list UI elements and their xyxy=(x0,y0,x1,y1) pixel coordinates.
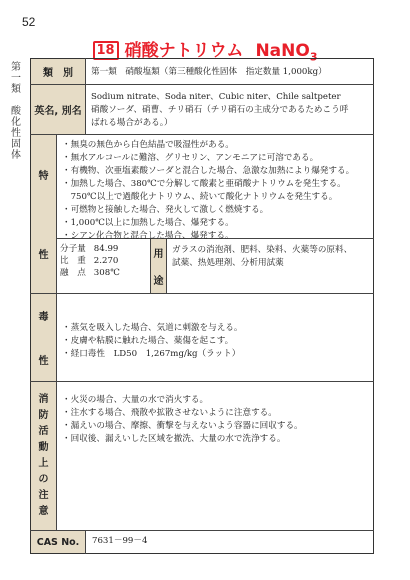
uses-list: ガラスの消泡剤、肥料、染料、火薬等の原料、 試薬、热処理剤、分析用試薬 xyxy=(172,245,353,268)
label-names: 英名, 別名 xyxy=(31,85,85,134)
firefighting-list: ・火災の場合、大量の水で消火する。 ・注水する場合、飛散や拡散させないように注意する。 ・漏えいの場合、摩擦、衝撃を与えないよう容器に回収する。 ・回収後、漏えいした区域を撤洗、大量の水で洗浄する。 xyxy=(62,395,303,444)
property-row: 分子量 84.99 xyxy=(60,244,119,254)
row-divider xyxy=(30,293,374,294)
firefighting-label-char: 消 xyxy=(38,394,49,405)
label-uses: 用 途 xyxy=(151,239,166,293)
firefighting-label-char: 意 xyxy=(38,506,49,517)
firefighting-label-char: 注 xyxy=(38,490,49,501)
property-row: 融 点 308℃ xyxy=(60,268,120,278)
firefighting-label-char: 動 xyxy=(38,442,49,453)
names-value: Sodium nitrate、Soda niter、Cubic niter、Chile saltpeter 硝酸ソーダ、硝曹、チリ硝石（チリ硝石の主成分であるためこう呼 ばれる場合がある。） xyxy=(91,92,349,128)
row-divider xyxy=(30,381,374,382)
side-tab-char: 性 xyxy=(11,128,21,139)
side-tab-char: 類 xyxy=(11,84,21,95)
side-tab-char: 酸 xyxy=(11,106,21,117)
column-divider xyxy=(85,58,86,135)
row-divider xyxy=(30,134,374,135)
firefighting-label-char: 防 xyxy=(38,410,49,421)
property-row: 比 重 2.270 xyxy=(60,256,119,266)
chemical-formula: NaNO$_3$ xyxy=(255,41,318,64)
label-classification: 類 別 xyxy=(31,59,85,84)
label-properties: 特 性 xyxy=(31,135,56,293)
side-tab-char: 化 xyxy=(11,117,21,128)
toxicity-list: ・蒸気を吸入した場合、気道に刺激を与える。 ・皮膚や粘膜に触れた場合、薬傷を起こす。 ・経口毒性 LD50 1,267mg/kg（ラット） xyxy=(62,323,243,359)
column-divider xyxy=(166,238,167,293)
label-toxicity: 毒 性 xyxy=(31,294,56,381)
firefighting-label-char: の xyxy=(38,474,49,485)
physical-properties xyxy=(60,243,120,279)
cas-value: 7631－99－4 xyxy=(92,536,148,546)
side-tab-char xyxy=(10,95,22,106)
label-cas: CAS No. xyxy=(31,531,85,553)
firefighting-label-char: 上 xyxy=(38,458,49,469)
side-tab-char: 体 xyxy=(11,150,21,161)
label-firefighting xyxy=(31,382,56,530)
title-number-badge: 18 xyxy=(93,41,119,60)
substance-name: 硝酸ナトリウム xyxy=(124,41,244,61)
side-tab-char: 一 xyxy=(11,73,21,84)
side-tab-char: 第 xyxy=(11,62,21,73)
classification-value: 第一類 硝酸塩類（第三種酸化性固体 指定数量 1,000kg） xyxy=(91,67,327,77)
side-tab-char: 固 xyxy=(11,139,21,150)
column-divider xyxy=(56,134,57,530)
firefighting-label-char: 活 xyxy=(38,426,49,437)
properties-list: ・無臭の無色から白色結晶で吸湿性がある。 ・無水アルコールに難溶、グリセリン、アンモニアに可溶である。 ・有機物、次亜塩素酸ソーダと混合した場合、急激な加熱により爆発する。 ・加熱した場合、380℃で分解して酸素と亜硝酸ナトリウムを発生する。 750℃以上で過酸化ナトリウム、続いて酸化ナトリウムを発生する。 ・可燃物と接触した場合、発火して激しく燃焼する。 ・1,000℃以上に加熱した場合、爆発する。 ・シアン化合物と混合した場合、爆発する。 xyxy=(62,140,355,241)
page-number: 52 xyxy=(22,15,36,29)
column-divider xyxy=(85,530,86,554)
side-tab-category xyxy=(10,62,22,161)
